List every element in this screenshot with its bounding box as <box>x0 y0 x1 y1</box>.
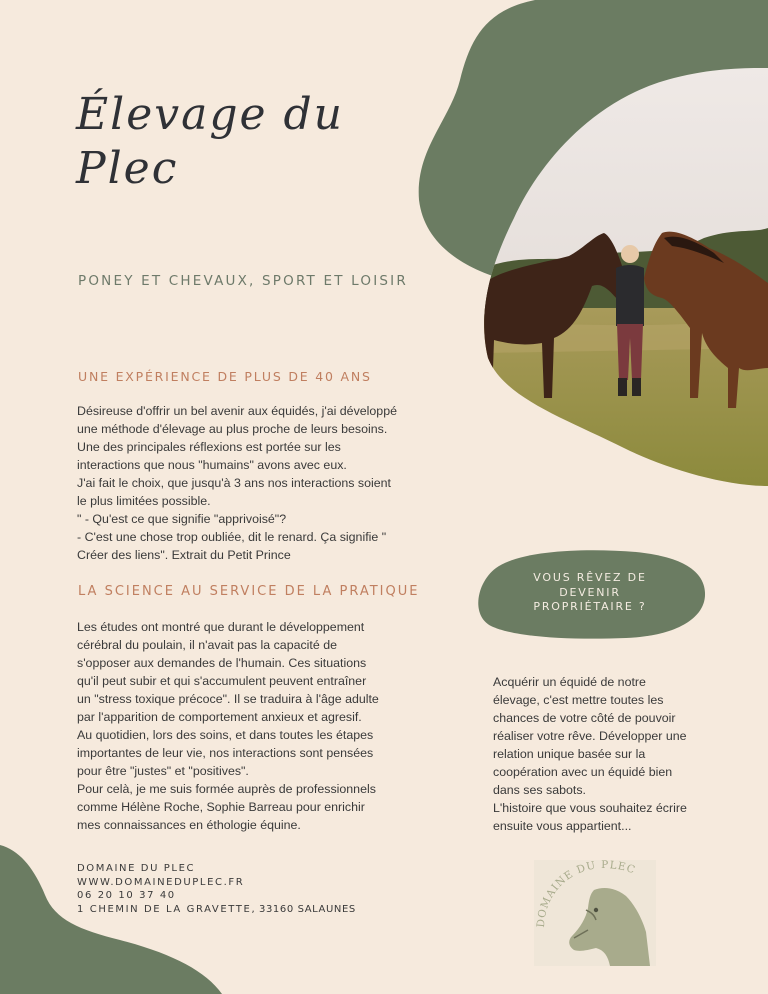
text-line: dans ses sabots. <box>493 783 586 797</box>
sidebar-body <box>493 673 733 835</box>
section-heading-experience: UNE EXPÉRIENCE DE PLUS DE 40 ANS <box>78 369 372 384</box>
text-line: cérébral du poulain, il n'avait pas la capacité de <box>77 638 337 652</box>
text-line: réaliser votre rêve. Développer une <box>493 729 687 743</box>
page-title <box>76 88 376 196</box>
text-line: " - Qu'est ce que signifie "apprivoisé"? <box>77 512 287 526</box>
domaine-logo <box>534 860 656 966</box>
section-body-experience <box>77 402 422 564</box>
horses-photo <box>484 68 768 486</box>
text-line: comme Hélène Roche, Sophie Barreau pour enrichir <box>77 800 365 814</box>
text-line: Désireuse d'offrir un bel avenir aux équidés, j'ai développé <box>77 404 397 418</box>
text-line: coopération avec un équidé bien <box>493 765 673 779</box>
section-body-science <box>77 618 422 834</box>
text-line: une méthode d'élevage au plus proche de leurs besoins. <box>77 422 388 436</box>
contact-footer <box>77 862 356 916</box>
text-line: le plus limitées possible. <box>77 494 211 508</box>
text-line: Une des principales réflexions est portée sur les <box>77 440 341 454</box>
text-line: chances de votre côté de pouvoir <box>493 711 676 725</box>
cta-text <box>522 571 658 615</box>
text-line: un "stress toxique précoce". Il se traduira à l'âge adulte <box>77 692 379 706</box>
footer-website-link[interactable]: WWW.DOMAINEDUPLEC.FR <box>77 876 245 888</box>
text-line: - C'est une chose trop oubliée, dit le renard. Ça signifie " <box>77 530 387 544</box>
text-line: s'opposer aux demandes de l'humain. Ces situations <box>77 656 367 670</box>
footer-phone[interactable]: 06 20 10 37 40 <box>77 890 176 901</box>
text-line: ensuite vous appartient... <box>493 819 632 833</box>
text-line: interactions que nous "humains" avons avec eux. <box>77 458 347 472</box>
text-line: Pour celà, je me suis formée auprès de professionnels <box>77 782 376 796</box>
text-line: relation unique basée sur la <box>493 747 646 761</box>
text-line: J'ai fait le choix, que jusqu'à 3 ans nos interactions soient <box>77 476 391 490</box>
text-line: L'histoire que vous souhaitez écrire <box>493 801 687 815</box>
text-line: par l'apparition de comportement anxieux et agresif. <box>77 710 362 724</box>
logo-text: DOMAINE DU PLEC <box>534 860 638 929</box>
footer-address-city: , 33160 SALAUNES <box>251 903 356 915</box>
cta-line: DEVENIR <box>559 585 621 599</box>
text-line: importantes de leur vie, nos interactions sont pensées <box>77 746 374 760</box>
section-heading-science: LA SCIENCE AU SERVICE DE LA PRATIQUE <box>78 584 420 599</box>
text-line: Les études ont montré que durant le développement <box>77 620 365 634</box>
subtitle: PONEY ET CHEVAUX, SPORT ET LOISIR <box>78 273 408 289</box>
title-line-2: Plec <box>76 143 179 194</box>
footer-address <box>77 903 356 917</box>
footer-address-street: 1 CHEMIN DE LA GRAVETTE <box>77 903 252 915</box>
text-line: Au quotidien, lors des soins, et dans toutes les étapes <box>77 728 374 742</box>
title-line-1: Élevage du <box>76 89 345 140</box>
text-line: Acquérir un équidé de notre <box>493 675 646 689</box>
text-line: élevage, c'est mettre toutes les <box>493 693 664 707</box>
text-line: Créer des liens". Extrait du Petit Prince <box>77 548 291 562</box>
text-line: pour être "justes" et "positives". <box>77 764 249 778</box>
cta-line: VOUS RÊVEZ DE <box>533 571 647 584</box>
footer-name: DOMAINE DU PLEC <box>77 863 196 874</box>
text-line: mes connaissances en éthologie équine. <box>77 818 301 832</box>
cta-line: PROPRIÉTAIRE ? <box>533 600 647 613</box>
text-line: qu'il peut subir et qui s'accumulent peuvent entraîner <box>77 674 367 688</box>
horse-head-icon <box>534 860 656 966</box>
